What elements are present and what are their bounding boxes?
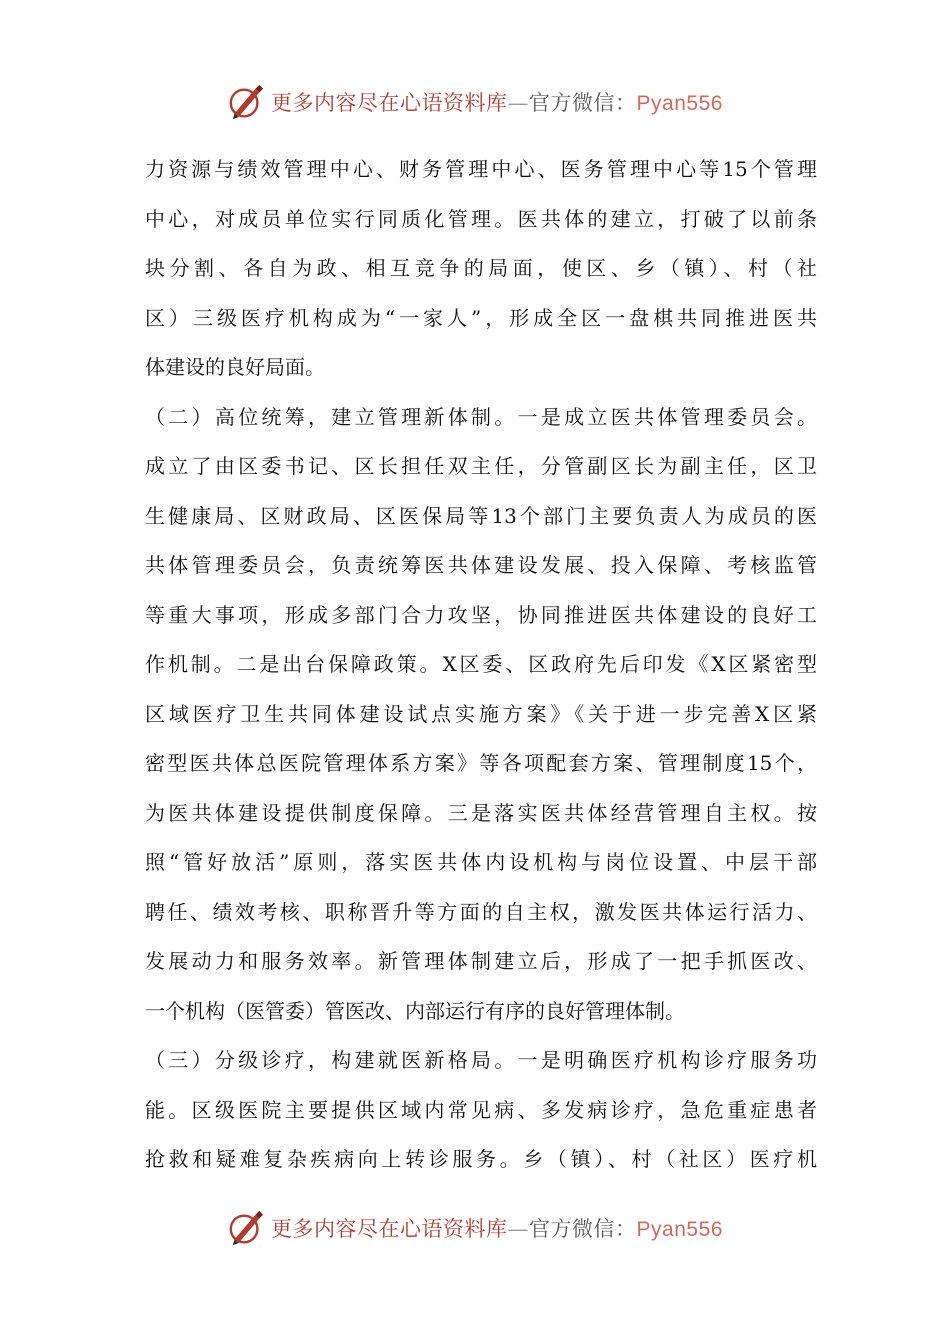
body-text-line: 一个机构（医管委）管医改、内部运行有序的良好管理体制。 <box>145 998 685 1023</box>
footer-wechat-id: Pyan556 <box>636 1218 723 1241</box>
header-banner-text <box>271 87 723 117</box>
body-text-line: 发展动力和服务效率。新管理体制建立后，形成了一把手抓医改、 <box>145 949 817 973</box>
header-wechat-label: 官方微信： <box>529 91 637 115</box>
header-banner <box>0 80 950 124</box>
body-text-line: 能。区级医院主要提供区域内常见病、多发病诊疗，急危重症患者 <box>145 1097 817 1122</box>
body-text-line: 照“管好放活”原则，落实医共体内设机构与岗位设置、中层干部 <box>145 850 817 874</box>
header-dash: — <box>507 91 530 115</box>
body-text-line: 等重大事项，形成多部门合力攻坚，协同推进医共体建设的良好工 <box>145 602 817 627</box>
body-text-line: 成立了由区委书记、区长担任双主任，分管副区长为副主任，区卫 <box>145 454 817 478</box>
document-body <box>145 145 817 1185</box>
body-text-line: 为医共体建设提供制度保障。三是落实医共体经营管理自主权。按 <box>145 800 817 825</box>
pen-seal-logo-icon <box>227 83 265 121</box>
footer-brand-text: 更多内容尽在心语资料库 <box>271 1217 508 1241</box>
body-text-line: 作机制。二是出台保障政策。X区委、区政府先后印发《X区紧密型 <box>145 652 817 676</box>
body-text-line: 共体管理委员会，负责统筹医共体建设发展、投入保障、考核监管 <box>145 553 817 577</box>
body-text-line: 力资源与绩效管理中心、财务管理中心、医务管理中心等15个管理 <box>145 157 817 181</box>
body-text-line: 区域医疗卫生共同体建设试点实施方案》《关于进一步完善X区紧 <box>145 701 817 726</box>
body-text-line: 生健康局、区财政局、区医保局等13个部门主要负责人为成员的医 <box>145 503 817 528</box>
body-text-line: 块分割、各自为政、相互竞争的局面，使区、乡（镇）、村（社 <box>145 256 817 280</box>
body-text-line: 区）三级医疗机构成为“一家人”，形成全区一盘棋共同推进医共 <box>145 305 817 330</box>
header-wechat-id: Pyan556 <box>636 92 723 115</box>
pen-seal-logo-icon <box>227 1209 265 1247</box>
body-text-line: 中心，对成员单位实行同质化管理。医共体的建立，打破了以前条 <box>145 206 817 231</box>
footer-banner <box>0 1206 950 1250</box>
body-text-line: （三）分级诊疗，构建就医新格局。一是明确医疗机构诊疗服务功 <box>145 1048 817 1072</box>
body-text-line: 密型医共体总医院管理体系方案》等各项配套方案、管理制度15个， <box>145 751 817 775</box>
header-brand-text: 更多内容尽在心语资料库 <box>271 91 508 115</box>
footer-dash: — <box>507 1217 530 1241</box>
footer-banner-text <box>271 1213 723 1243</box>
body-text-line: 体建设的良好局面。 <box>145 355 325 379</box>
body-text-line: 抢救和疑难复杂疾病向上转诊服务。乡（镇）、村（社区）医疗机 <box>145 1147 817 1171</box>
body-text-line: 聘任、绩效考核、职称晋升等方面的自主权，激发医共体运行活力、 <box>145 899 817 924</box>
body-text-line: （二）高位统筹，建立管理新体制。一是成立医共体管理委员会。 <box>145 404 817 429</box>
footer-wechat-label: 官方微信： <box>529 1217 637 1241</box>
